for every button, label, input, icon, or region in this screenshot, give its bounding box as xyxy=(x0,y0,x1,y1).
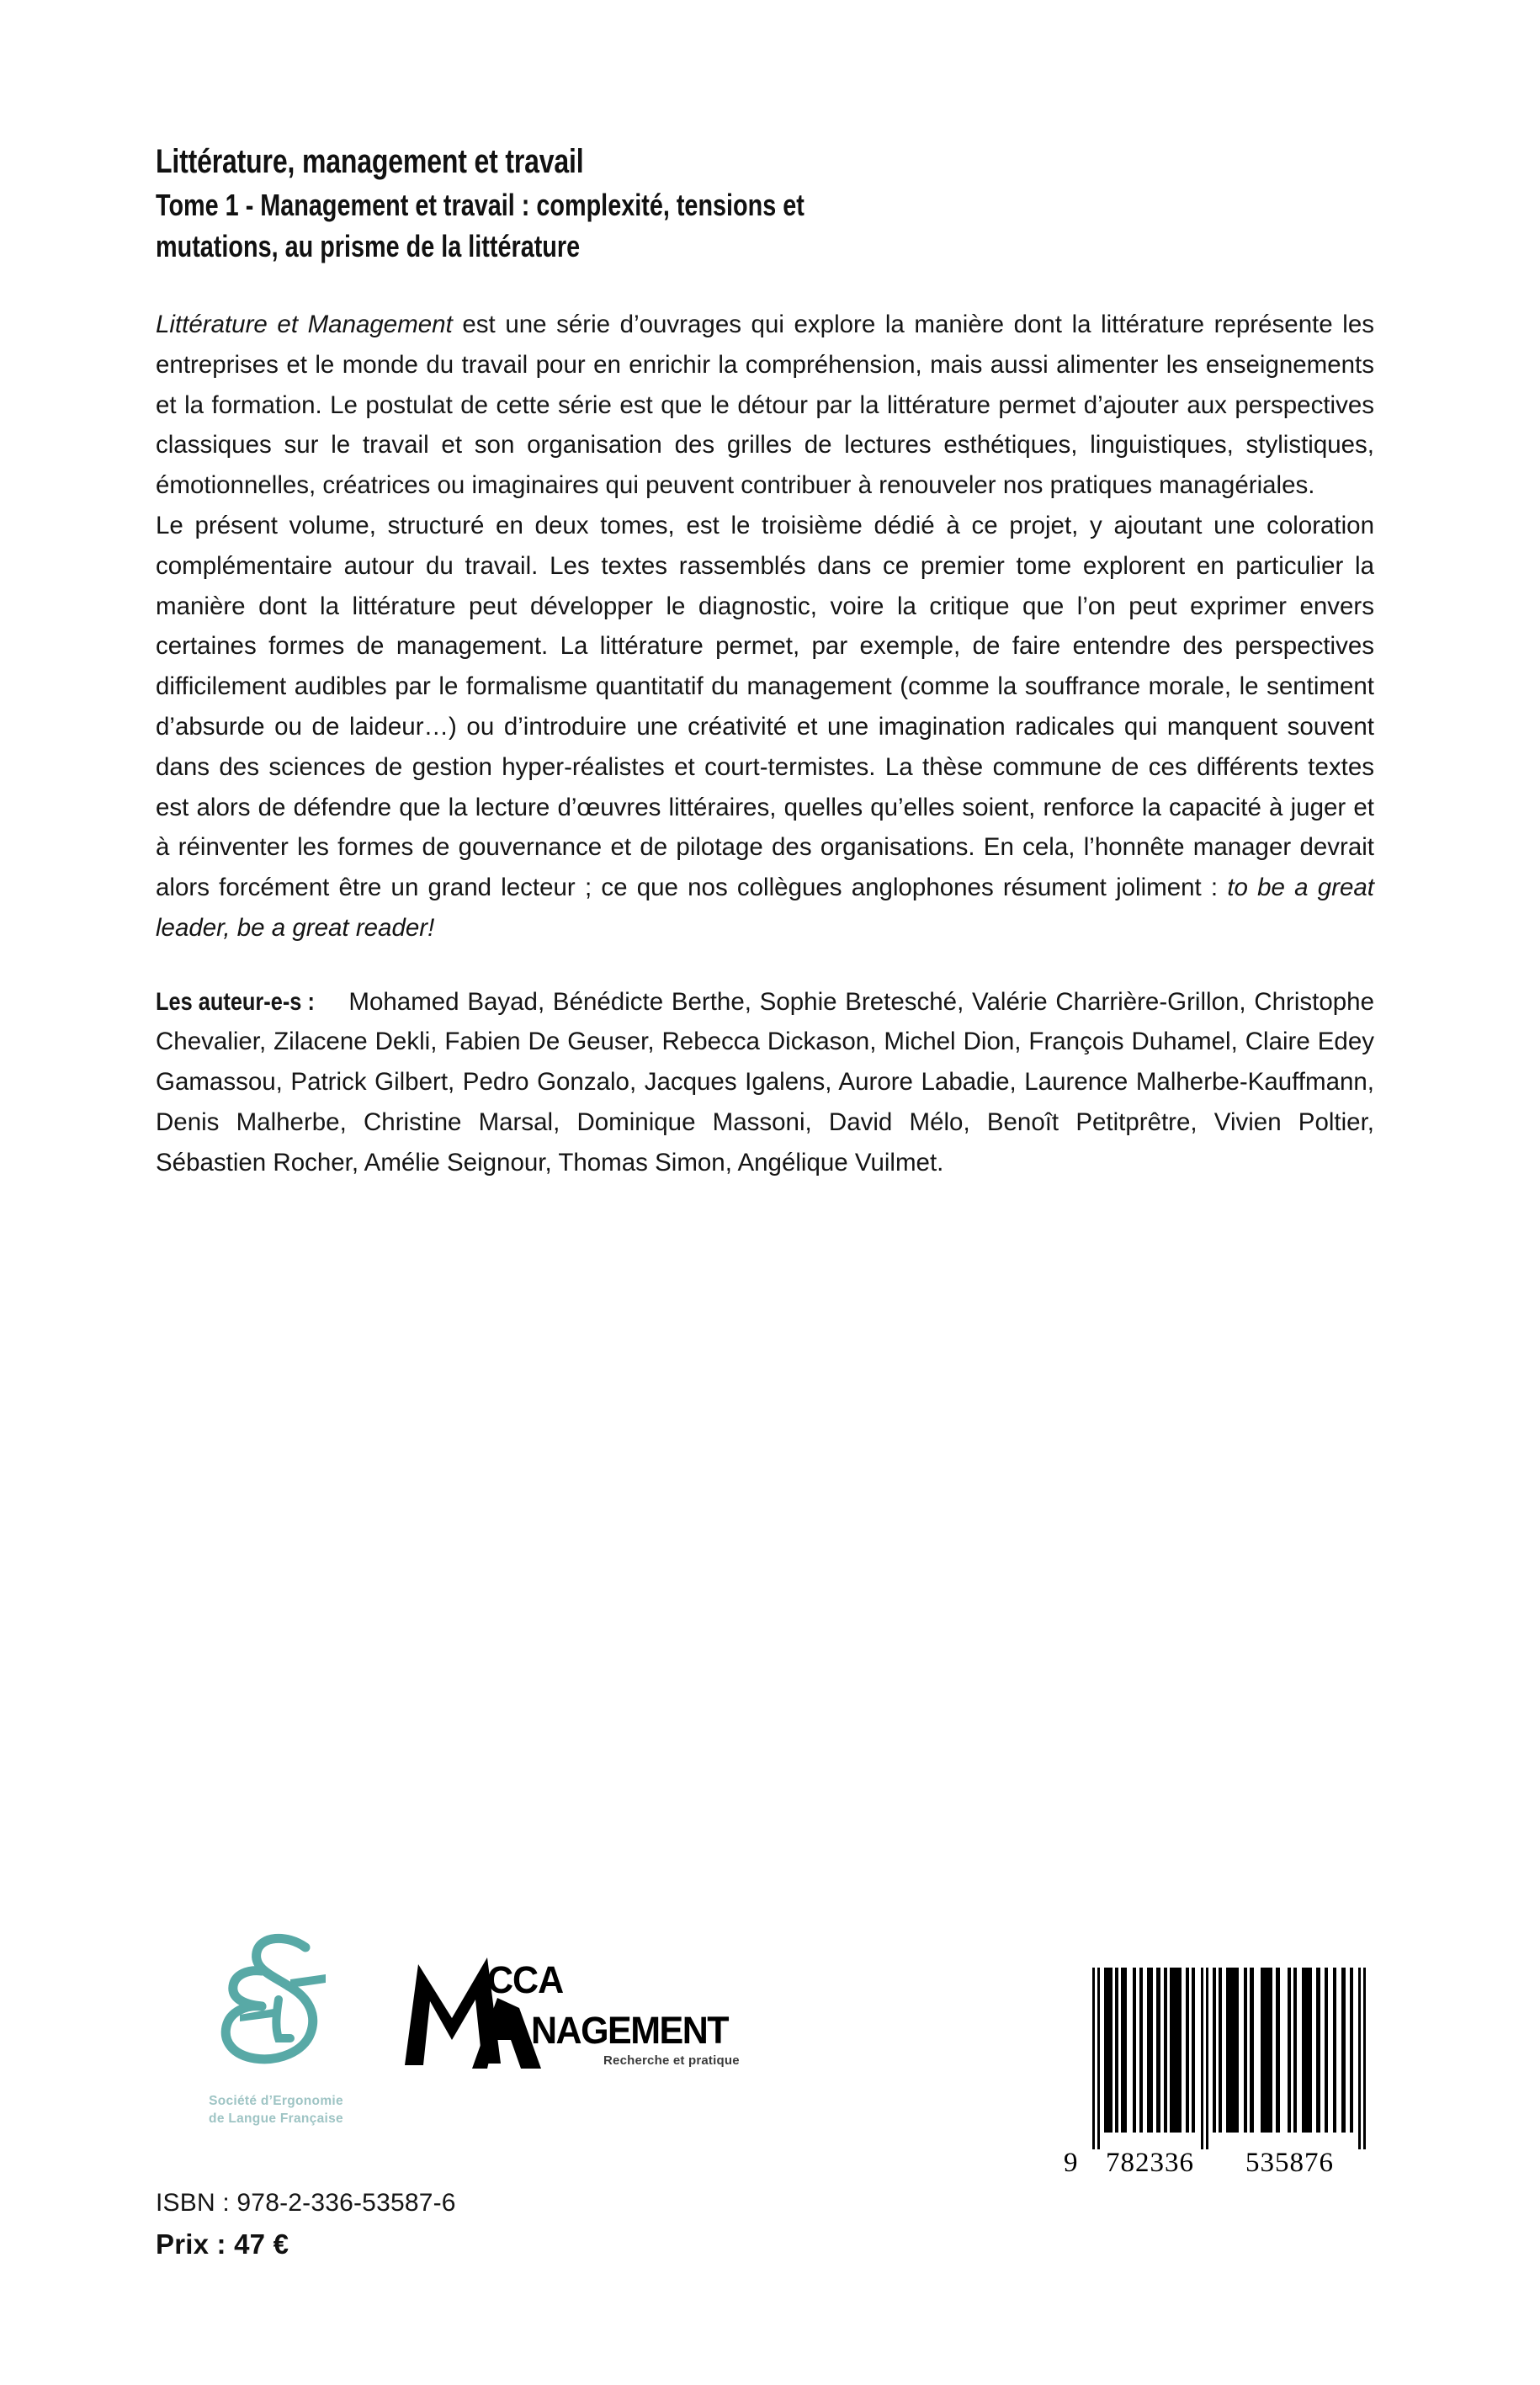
barcode-digit-group-1: 9 xyxy=(1064,2148,1079,2178)
book-subtitle xyxy=(156,184,1374,268)
title-block xyxy=(156,141,1374,268)
price-line: Prix : 47 € xyxy=(156,2228,289,2260)
macca-tagline: Recherche et pratique xyxy=(603,2053,740,2068)
self-caption-line-2: de Langue Française xyxy=(209,2111,343,2127)
book-subtitle-line-2: mutations, au prisme de la littérature xyxy=(156,229,581,264)
self-caption-line-1: Société d’Ergonomie xyxy=(209,2094,343,2108)
series-name-italic: Littérature et Management xyxy=(156,311,453,339)
barcode-digits xyxy=(1062,2148,1375,2181)
self-logo-mark-icon xyxy=(206,1927,353,2087)
book-subtitle-line-1: Tome 1 - Management et travail : complexité, tensions et xyxy=(156,187,805,222)
blurb-paragraph-2 xyxy=(156,506,1374,948)
macca-management-logo xyxy=(400,1946,795,2097)
barcode-digit-group-3: 535876 xyxy=(1245,2148,1334,2178)
barcode-digit-group-2: 782336 xyxy=(1106,2148,1194,2178)
blurb xyxy=(156,305,1374,948)
isbn-price-block xyxy=(156,2186,745,2263)
content-column xyxy=(156,141,1374,1183)
blurb-quote-italic: to be a great leader, be a great reader! xyxy=(156,874,1374,942)
self-logo xyxy=(171,1927,381,2150)
blurb-paragraph-2-text: Le présent volume, structuré en deux tomes, est le troisième dédié à ce projet, y ajoutant une coloration complémentaire autour du travail. Les textes rassemblés dans ce premier tome explorent en particulier la manière dont la littérature peut développer le diagnostic, voire la critique que l’on peut exprimer envers certaines formes de management. La littérature permet, par exemple, de faire entendre des perspectives difficilement audibles par le formalisme quantitatif du management (comme la souffrance morale, le sentiment d’absurde ou de laideur…) ou d’introduire une créativité et une imagination radicales qui manquent souvent dans des sciences de gestion hyper-réalistes et court-termistes. La thèse commune de ces différents textes est alors de défendre que la lecture d’œuvres littéraires, quelles qu’elles soient, renforce la capacité à juger et à réinventer les formes de gouvernance et de pilotage des organisations. En cela, l’honnête manager devrait alors forcément être un grand lecteur ; ce que nos collègues anglophones résument joliment : xyxy=(156,512,1374,902)
barcode xyxy=(1062,1968,1375,2186)
book-title: Littérature, management et travail xyxy=(156,143,584,180)
blurb-paragraph-1 xyxy=(156,305,1374,506)
authors-label: Les auteur-e-s : xyxy=(156,987,315,1016)
authors-list: Mohamed Bayad, Bénédicte Berthe, Sophie Bretesché, Valérie Charrière-Grillon, Christophe Chevalier, Zilacene Dekli, Fabien De Geuser, Rebecca Dickason, Michel Dion, François Duhamel, Claire Edey Gamassou, Patrick Gilbert, Pedro Gonzalo, Jacques Igalens, Aurore Labadie, Laurence Malherbe-Kauffmann, Denis Malherbe, Christine Marsal, Dominique Massoni, David Mélo, Benoît Petitprêtre, Vivien Poltier, Sébastien Rocher, Amélie Seignour, Thomas Simon, Angélique Vuilmet. xyxy=(156,987,1374,1177)
authors-block xyxy=(156,982,1374,1183)
isbn-line: ISBN : 978-2-336-53587-6 xyxy=(156,2189,456,2217)
macca-nagement-text: NAGEMENT xyxy=(531,2010,729,2053)
blurb-paragraph-1-text: est une série d’ouvrages qui explore la manière dont la littérature représente les entreprises et le monde du travail pour en enrichir la compréhension, mais aussi alimenter les enseignements et la formation. Le postulat de cette série est que le détour par la littérature permet d’ajouter aux perspectives classiques sur le travail et son organisation des grilles de lectures esthétiques, linguistiques, stylistiques, émotionnelles, créatrices ou imaginaires qui peuvent contribuer à renouveler nos pratiques managériales. xyxy=(156,311,1374,500)
self-logo-caption xyxy=(171,2092,381,2128)
macca-cca-text: CCA xyxy=(487,1959,564,2002)
